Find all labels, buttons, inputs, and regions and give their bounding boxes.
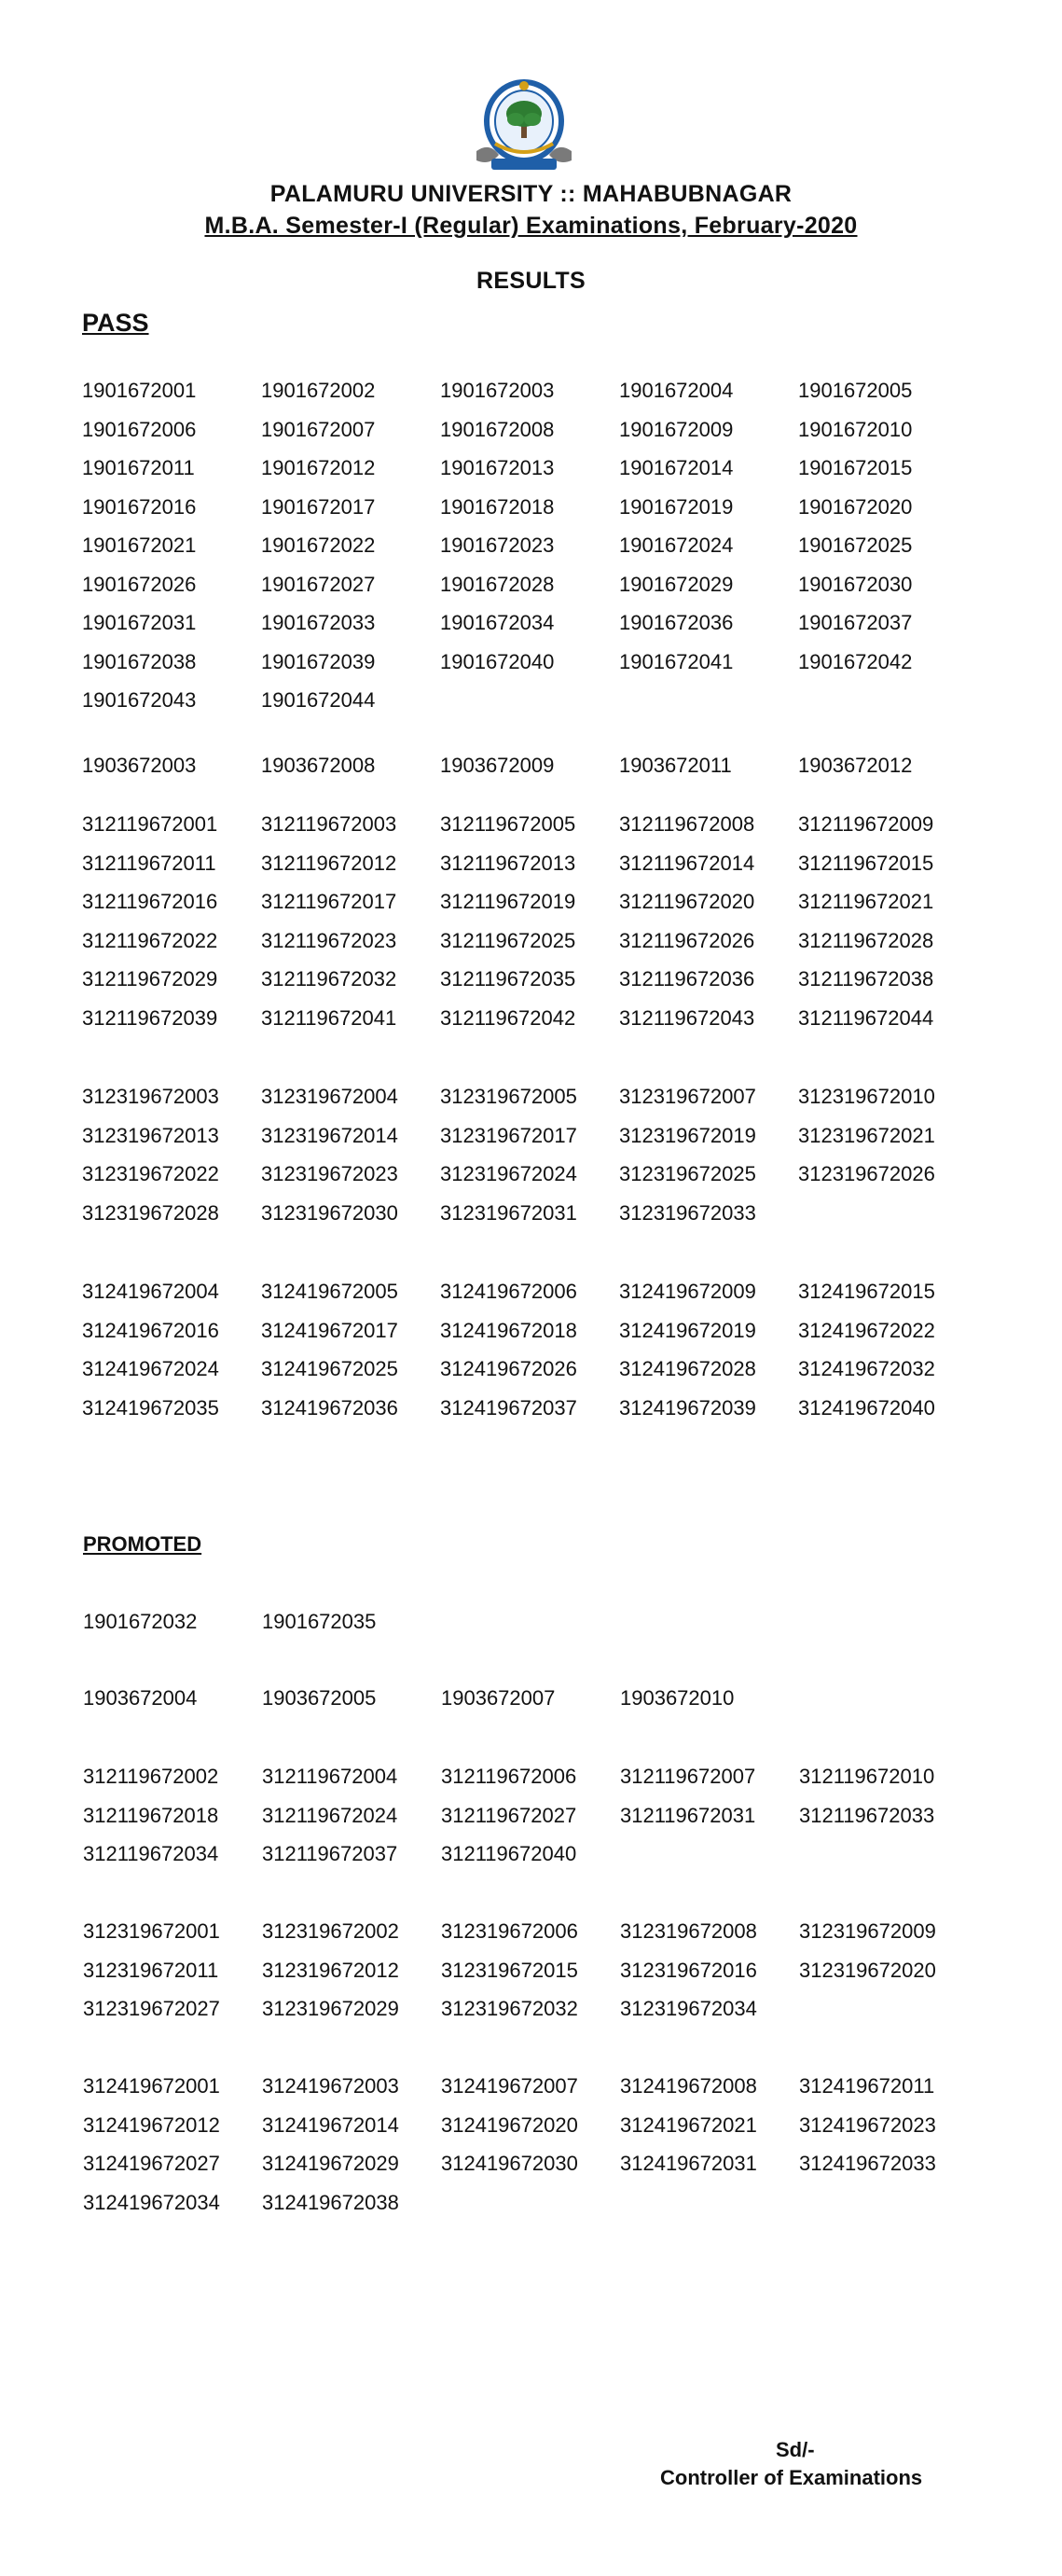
- roll-number: 1901672016: [82, 494, 197, 519]
- roll-number: 1901672005: [798, 379, 913, 402]
- roll-number: 312319672032: [441, 1997, 578, 2020]
- results-heading: RESULTS: [476, 268, 586, 294]
- roll-number: 312319672031: [440, 1200, 577, 1225]
- roll-number: 1901672022: [261, 533, 376, 557]
- signature-sd: Sd/-: [776, 2438, 815, 2461]
- roll-number: 312319672017: [440, 1123, 577, 1147]
- roll-number: 1901672042: [798, 649, 913, 673]
- roll-number: 1901672012: [261, 456, 376, 479]
- roll-number: 312119672008: [619, 812, 755, 836]
- roll-number: 312419672036: [261, 1395, 398, 1420]
- roll-number: 312419672025: [261, 1357, 398, 1380]
- roll-number: 1903672005: [262, 1686, 377, 1710]
- promoted-group-2: [83, 1679, 978, 1718]
- roll-number: 312319672012: [262, 1958, 399, 1982]
- roll-number: 1901672009: [619, 417, 734, 441]
- roll-number: 312119672028: [798, 928, 934, 952]
- roll-number: 312319672019: [619, 1123, 756, 1147]
- roll-number: 312319672001: [83, 1919, 220, 1943]
- roll-number: 312419672038: [262, 2190, 399, 2214]
- roll-number: 312119672032: [261, 967, 397, 990]
- roll-number: 1901672029: [619, 572, 734, 596]
- roll-number: 312119672005: [440, 812, 576, 836]
- roll-number: 1901672030: [798, 572, 913, 596]
- roll-number: 312119672029: [82, 967, 218, 990]
- roll-number: 312319672021: [798, 1123, 935, 1147]
- roll-number: 312319672007: [619, 1085, 756, 1108]
- pass-heading: PASS: [82, 309, 149, 337]
- roll-number: 312119672026: [619, 928, 755, 952]
- roll-number: 312319672014: [261, 1123, 398, 1147]
- roll-number: 312119672044: [798, 1005, 934, 1030]
- roll-number: 312319672013: [82, 1123, 219, 1147]
- roll-number: 1901672038: [82, 649, 197, 673]
- roll-number: 312419672035: [82, 1395, 219, 1420]
- roll-number: 1901672015: [798, 456, 913, 479]
- roll-number: 1903672009: [440, 754, 555, 777]
- roll-number: 312119672007: [620, 1765, 756, 1788]
- roll-number: 1901672002: [261, 379, 376, 402]
- roll-number: 312419672032: [798, 1357, 935, 1380]
- roll-number: 1901672008: [440, 417, 555, 441]
- roll-number: 312319672016: [620, 1958, 757, 1982]
- roll-number: 1901672031: [82, 611, 197, 634]
- roll-number: 312319672030: [261, 1200, 398, 1225]
- roll-number: 312319672033: [619, 1200, 756, 1225]
- university-seal-icon: [471, 76, 577, 175]
- roll-number: 1901672021: [82, 533, 197, 557]
- roll-number: 1903672007: [441, 1686, 556, 1710]
- roll-number: 1901672039: [261, 649, 376, 673]
- roll-number: 312419672012: [83, 2112, 220, 2137]
- roll-number: 1903672003: [82, 754, 197, 777]
- roll-number: 312119672041: [261, 1005, 397, 1030]
- roll-number: 312319672026: [798, 1162, 935, 1185]
- roll-number: 1903672008: [261, 754, 376, 777]
- roll-number: 1901672013: [440, 456, 555, 479]
- roll-number: 312319672006: [441, 1919, 578, 1943]
- roll-number: 312419672001: [83, 2074, 220, 2098]
- roll-number: 1901672020: [798, 494, 913, 519]
- pass-group-1: [82, 371, 977, 720]
- roll-number: 312119672011: [82, 851, 216, 875]
- roll-number: 1901672006: [82, 417, 197, 441]
- roll-number: 312119672025: [440, 928, 576, 952]
- roll-number: 312119672037: [262, 1842, 398, 1865]
- roll-number: 312119672003: [261, 812, 397, 836]
- roll-number: 312119672035: [440, 967, 576, 990]
- roll-number: 312419672030: [441, 2152, 578, 2175]
- roll-number: 312119672012: [261, 851, 397, 875]
- roll-number: 1901672024: [619, 533, 734, 557]
- roll-number: 1901672036: [619, 611, 734, 634]
- roll-number: 312119672042: [440, 1005, 576, 1030]
- roll-number: 312119672004: [262, 1765, 398, 1788]
- roll-number: 312119672013: [440, 851, 576, 875]
- roll-number: 312319672010: [798, 1085, 935, 1108]
- roll-number: 1903672011: [619, 754, 732, 777]
- roll-number: 312419672005: [261, 1280, 398, 1303]
- roll-number: 312119672040: [441, 1842, 577, 1865]
- roll-number: 1901672028: [440, 572, 555, 596]
- university-title: PALAMURU UNIVERSITY :: MAHABUBNAGAR: [269, 181, 793, 207]
- roll-number: 312419672017: [261, 1318, 398, 1342]
- roll-number: 1901672027: [261, 572, 376, 596]
- roll-number: 1901672040: [440, 649, 555, 673]
- roll-number: 312319672005: [440, 1085, 577, 1108]
- roll-number: 312119672019: [440, 890, 576, 913]
- promoted-group-5: [83, 2067, 978, 2222]
- roll-number: 312419672033: [799, 2152, 936, 2175]
- roll-number: 312319672020: [799, 1958, 936, 1982]
- roll-number: 312319672002: [262, 1919, 399, 1943]
- roll-number: 1901672043: [82, 688, 197, 712]
- roll-number: 312119672023: [261, 928, 397, 952]
- pass-group-3: [82, 805, 977, 1037]
- roll-number: 312419672008: [620, 2074, 757, 2098]
- roll-number: 312419672037: [440, 1395, 577, 1420]
- roll-number: 312119672001: [82, 812, 218, 836]
- roll-number: 312419672024: [82, 1357, 219, 1380]
- roll-number: 312419672019: [619, 1318, 756, 1342]
- roll-number: 1901672004: [619, 379, 734, 402]
- roll-number: 312319672015: [441, 1958, 578, 1982]
- roll-number: 1901672018: [440, 494, 555, 519]
- pass-group-5: [82, 1272, 977, 1427]
- roll-number: 1901672044: [261, 688, 376, 712]
- roll-number: 312319672025: [619, 1162, 756, 1185]
- roll-number: 1901672037: [798, 611, 913, 634]
- roll-number: 312319672011: [83, 1958, 219, 1982]
- roll-number: 312119672020: [619, 890, 755, 913]
- signature-title: Controller of Examinations: [660, 2466, 923, 2489]
- roll-number: 1901672019: [619, 494, 734, 519]
- roll-number: 312319672024: [440, 1162, 577, 1185]
- roll-number: 312419672007: [441, 2074, 578, 2098]
- roll-number: 1901672026: [82, 572, 197, 596]
- roll-number: 312119672002: [83, 1765, 219, 1788]
- pass-group-2: [82, 746, 977, 785]
- roll-number: 312119672010: [799, 1765, 935, 1788]
- roll-number: 1903672012: [798, 754, 913, 777]
- roll-number: 312119672014: [619, 851, 755, 875]
- roll-number: 312119672039: [82, 1005, 218, 1030]
- roll-number: 312419672039: [619, 1395, 756, 1420]
- roll-number: 1901672010: [798, 417, 913, 441]
- roll-number: 1901672007: [261, 417, 376, 441]
- roll-number: 312119672017: [261, 890, 397, 913]
- pass-group-4: [82, 1077, 977, 1232]
- roll-number: 312119672018: [83, 1803, 219, 1827]
- roll-number: 312319672003: [82, 1085, 219, 1108]
- roll-number: 312119672033: [799, 1803, 935, 1827]
- roll-number: 312419672009: [619, 1280, 756, 1303]
- roll-number: 312119672009: [798, 812, 934, 836]
- roll-number: 312119672016: [82, 890, 218, 913]
- roll-number: 1901672034: [440, 611, 555, 634]
- roll-number: 312319672027: [83, 1997, 220, 2020]
- roll-number: 1901672032: [83, 1610, 198, 1633]
- promoted-heading: PROMOTED: [83, 1532, 202, 1556]
- roll-number: 312419672016: [82, 1318, 219, 1342]
- roll-number: 312119672024: [262, 1803, 398, 1827]
- roll-number: 312119672034: [83, 1842, 219, 1865]
- roll-number: 1901672023: [440, 533, 555, 557]
- roll-number: 312119672043: [619, 1005, 755, 1030]
- roll-number: 312319672008: [620, 1919, 757, 1943]
- roll-number: 312119672015: [798, 851, 934, 875]
- promoted-group-1: [83, 1602, 978, 1641]
- roll-number: 1901672003: [440, 379, 555, 402]
- roll-number: 1901672011: [82, 456, 195, 479]
- roll-number: 312419672034: [83, 2190, 220, 2214]
- roll-number: 312119672006: [441, 1765, 577, 1788]
- roll-number: 312419672006: [440, 1280, 577, 1303]
- roll-number: 312419672026: [440, 1357, 577, 1380]
- roll-number: 312419672031: [620, 2152, 757, 2175]
- roll-number: 312119672027: [441, 1803, 577, 1827]
- roll-number: 312119672038: [798, 967, 934, 990]
- exam-title: M.B.A. Semester-I (Regular) Examinations, February-2020: [204, 213, 858, 239]
- roll-number: 1901672041: [619, 649, 734, 673]
- roll-number: 1903672010: [620, 1686, 735, 1710]
- promoted-group-4: [83, 1912, 978, 2029]
- roll-number: 312419672015: [798, 1280, 935, 1303]
- roll-number: 312119672036: [619, 967, 755, 990]
- roll-number: 1901672033: [261, 611, 376, 634]
- roll-number: 312119672021: [798, 890, 934, 913]
- roll-number: 312319672004: [261, 1085, 398, 1108]
- roll-number: 312419672029: [262, 2152, 399, 2175]
- roll-number: 312419672022: [798, 1318, 935, 1342]
- roll-number: 1901672025: [798, 533, 913, 557]
- roll-number: 1901672014: [619, 456, 734, 479]
- roll-number: 312419672003: [262, 2074, 399, 2098]
- roll-number: 312319672022: [82, 1162, 219, 1185]
- roll-number: 1903672004: [83, 1686, 198, 1710]
- roll-number: 1901672017: [261, 494, 376, 519]
- roll-number: 312419672018: [440, 1318, 577, 1342]
- roll-number: 312319672029: [262, 1997, 399, 2020]
- roll-number: 312419672021: [620, 2112, 757, 2137]
- roll-number: 312319672009: [799, 1919, 936, 1943]
- roll-number: 312319672034: [620, 1997, 757, 2020]
- roll-number: 312419672027: [83, 2152, 220, 2175]
- roll-number: 312419672014: [262, 2112, 399, 2137]
- roll-number: 312319672023: [261, 1162, 398, 1185]
- roll-number: 312319672028: [82, 1200, 219, 1225]
- roll-number: 1901672035: [262, 1610, 377, 1633]
- promoted-group-3: [83, 1757, 978, 1874]
- roll-number: 312419672040: [798, 1395, 935, 1420]
- roll-number: 312419672023: [799, 2112, 936, 2137]
- roll-number: 312119672031: [620, 1803, 756, 1827]
- roll-number: 312419672020: [441, 2112, 578, 2137]
- roll-number: 312419672011: [799, 2074, 935, 2098]
- roll-number: 312119672022: [82, 928, 218, 952]
- roll-number: 312419672028: [619, 1357, 756, 1380]
- roll-number: 1901672001: [82, 379, 197, 402]
- roll-number: 312419672004: [82, 1280, 219, 1303]
